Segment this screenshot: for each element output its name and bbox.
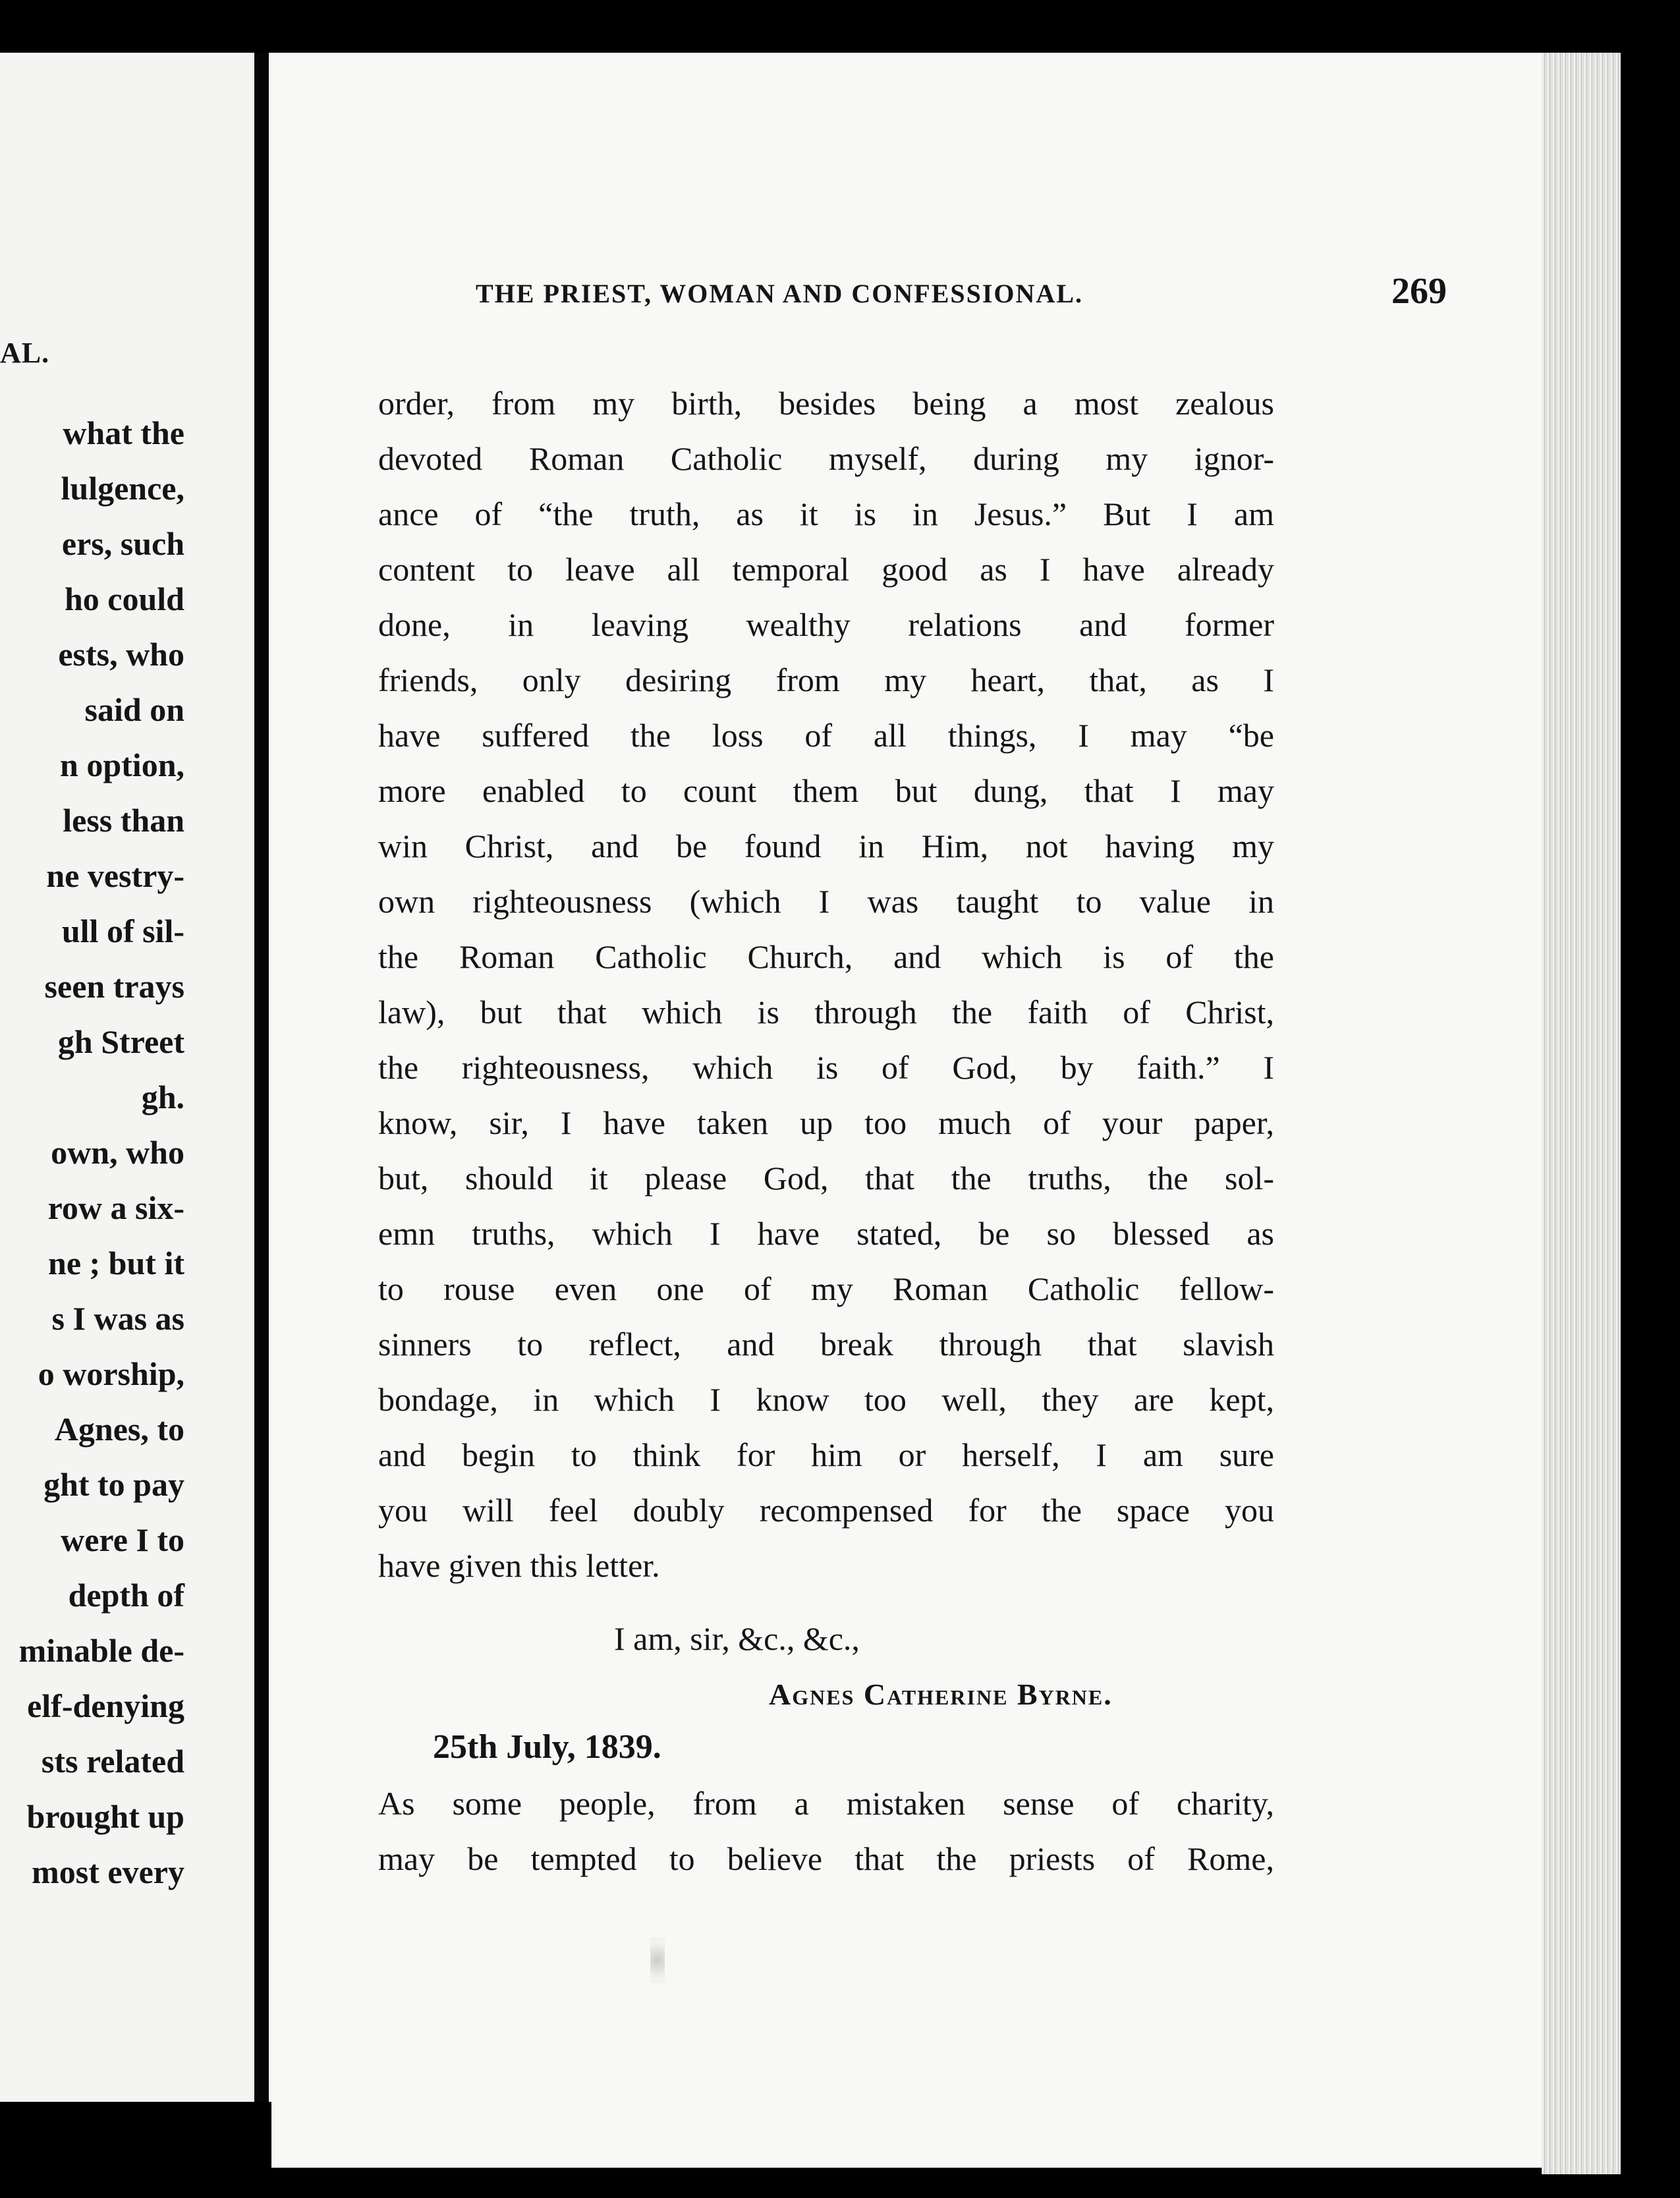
text-line: own righteousness (which I was taught to value in: [378, 883, 1274, 920]
left-text-line: depth of: [68, 1577, 184, 1614]
left-text-line: s I was as: [51, 1300, 184, 1337]
left-page: [0, 53, 276, 2102]
text-line: ance of “the truth, as it is in Jesus.” But I am: [378, 495, 1274, 532]
left-text-line: own, who: [51, 1134, 184, 1171]
text-line: As some people, from a mistaken sense of charity,: [378, 1785, 1274, 1822]
text-line: may be tempted to believe that the priests of Rome,: [378, 1840, 1274, 1877]
text-line: win Christ, and be found in Him, not having my: [378, 828, 1274, 864]
text-line: devoted Roman Catholic myself, during my ignor-: [378, 440, 1274, 477]
letter-date: 25th July, 1839.: [433, 1728, 661, 1766]
text-line: friends, only desiring from my heart, that, as I: [378, 662, 1274, 698]
right-page: [271, 53, 1546, 2168]
text-line: the Roman Catholic Church, and which is of the: [378, 938, 1274, 975]
left-page-text: [0, 405, 184, 1900]
running-head-title: THE PRIEST, WOMAN AND CONFESSIONAL.: [476, 279, 1083, 308]
text-line: done, in leaving wealthy relations and former: [378, 606, 1274, 643]
left-text-line: were I to: [61, 1521, 184, 1558]
left-text-line: minable de-: [18, 1632, 184, 1669]
left-text-line: n option,: [60, 747, 184, 783]
left-text-line: said on: [84, 691, 184, 728]
letter-signature: Agnes Catherine Byrne.: [769, 1677, 1113, 1711]
left-running-head-fragment: AL.: [0, 337, 50, 369]
text-line: order, from my birth, besides being a most zealous: [378, 385, 1274, 422]
book-gutter: [254, 53, 269, 2102]
text-line: more enabled to count them but dung, that I may: [378, 772, 1274, 809]
body-text: [378, 376, 1274, 1593]
left-text-line: sts related: [41, 1743, 184, 1780]
left-text-line: seen trays: [44, 968, 184, 1005]
text-line: sinners to reflect, and break through that slavish: [378, 1326, 1274, 1363]
text-line: you will feel doubly recompensed for the space you: [378, 1492, 1274, 1529]
left-text-line: gh.: [141, 1079, 184, 1115]
left-text-line: less than: [63, 802, 184, 839]
left-text-line: gh Street: [57, 1023, 184, 1060]
left-text-line: what the: [63, 414, 184, 451]
left-text-line: elf-denying: [27, 1687, 184, 1724]
following-paragraph: [378, 1776, 1274, 1886]
text-line: bondage, in which I know too well, they are kept,: [378, 1381, 1274, 1418]
left-text-line: ho could: [64, 580, 184, 617]
text-line: law), but that which is through the faith of Christ,: [378, 994, 1274, 1030]
text-line: the righteousness, which is of God, by faith.” I: [378, 1049, 1274, 1086]
left-text-line: ests, who: [58, 636, 184, 673]
text-line: emn truths, which I have stated, be so blessed as: [378, 1215, 1274, 1252]
page-number: 269: [1391, 271, 1447, 312]
left-text-line: ers, such: [61, 525, 184, 562]
text-line: have given this letter.: [378, 1547, 660, 1584]
left-text-line: brought up: [26, 1798, 184, 1835]
left-text-line: ne vestry-: [46, 857, 184, 894]
left-text-line: o worship,: [38, 1355, 184, 1392]
page-edges: [1542, 53, 1621, 2174]
dark-border: [1621, 46, 1680, 2198]
left-text-line: ne ; but it: [48, 1245, 184, 1282]
left-text-line: ull of sil-: [61, 913, 184, 949]
text-line: but, should it please God, that the truths, the sol-: [378, 1160, 1274, 1197]
text-line: content to leave all temporal good as I have already: [378, 551, 1274, 588]
left-text-line: most every: [32, 1853, 184, 1890]
letter-closing: I am, sir, &c., &c.,: [614, 1620, 860, 1657]
text-line: to rouse even one of my Roman Catholic fellow-: [378, 1270, 1274, 1307]
text-line: know, sir, I have taken up too much of your paper,: [378, 1104, 1274, 1141]
running-head: [476, 270, 1543, 323]
paper-speck: [650, 1937, 665, 1983]
left-text-line: row a six-: [47, 1189, 184, 1226]
left-text-line: lulgence,: [61, 470, 184, 507]
text-line: and begin to think for him or herself, I am sure: [378, 1436, 1274, 1473]
left-text-line: Agnes, to: [54, 1411, 184, 1448]
left-text-line: ght to pay: [43, 1466, 184, 1503]
text-line: have suffered the loss of all things, I may “be: [378, 717, 1274, 754]
